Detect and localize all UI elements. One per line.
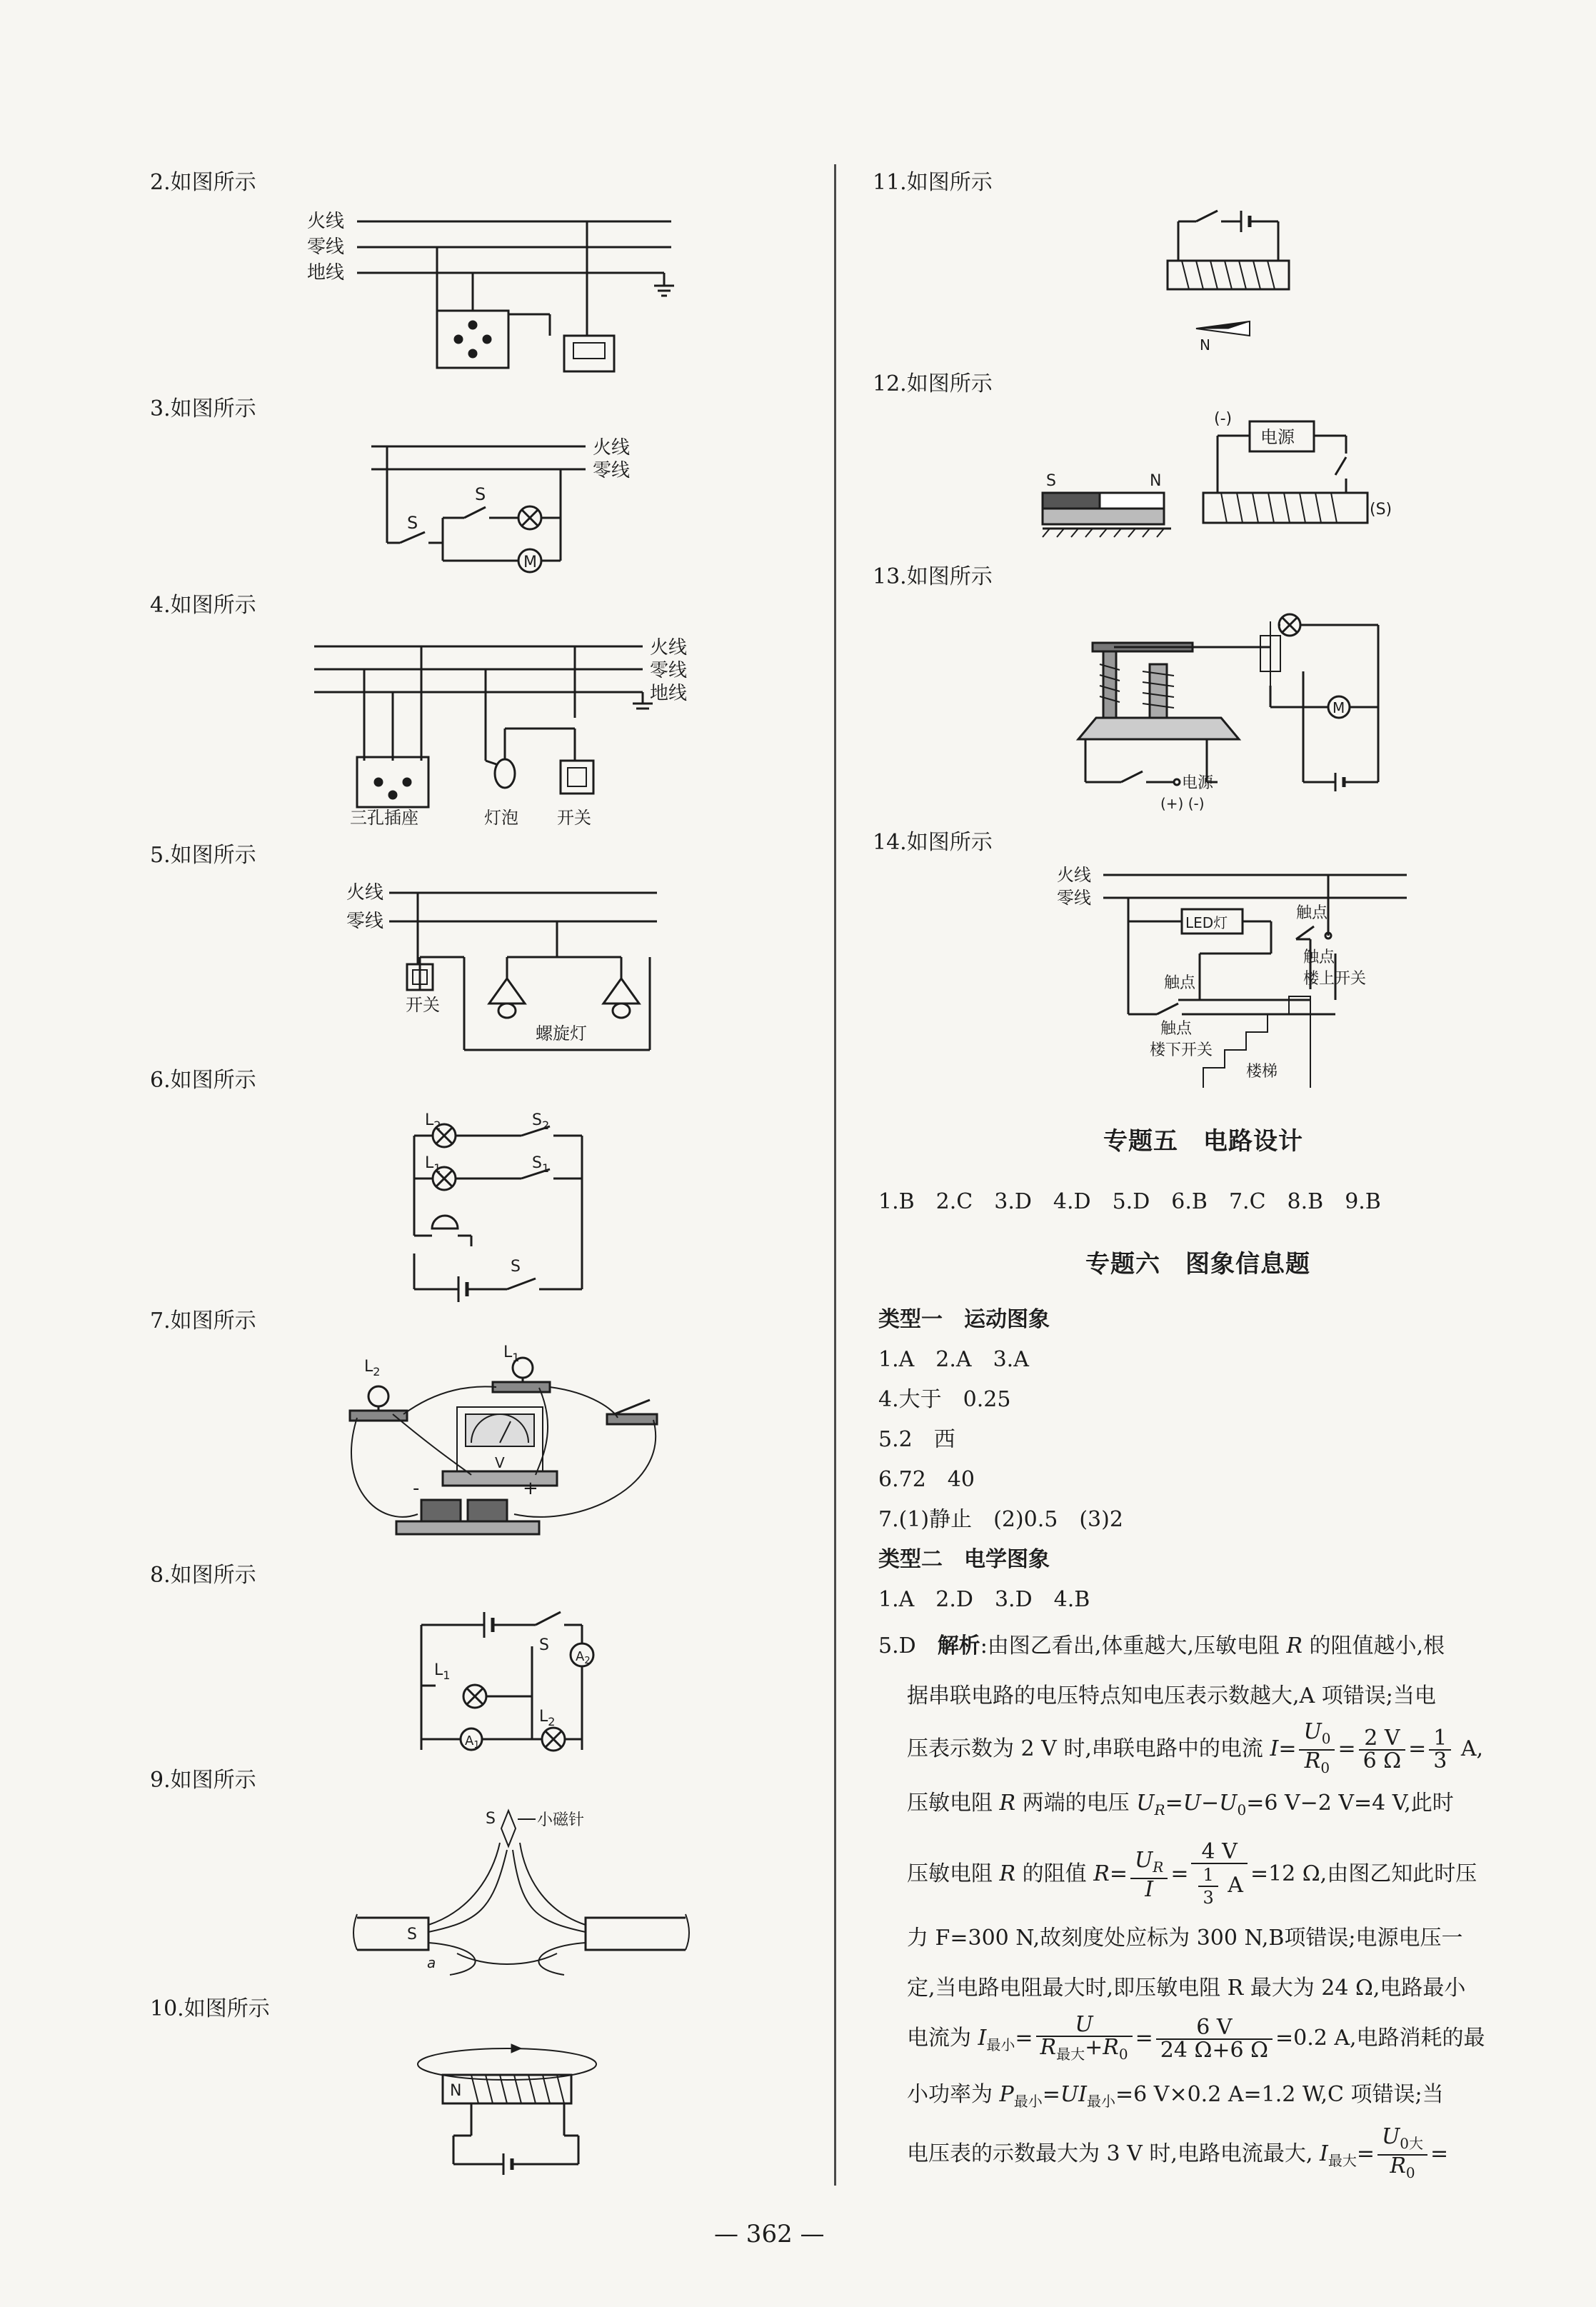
q12-s-label: (S) bbox=[1370, 501, 1392, 519]
q11-figure bbox=[1157, 200, 1300, 353]
page-number: — 362 — bbox=[714, 2220, 825, 2248]
q3-label: 3.如图所示 bbox=[150, 396, 256, 421]
solution-line-2: 据串联电路的电压特点知电压表示数越大,A 项错误;当电 bbox=[907, 1683, 1436, 1708]
q14-contact-upper1: 触点 bbox=[1296, 904, 1328, 922]
q14-led-label: LED灯 bbox=[1185, 914, 1228, 931]
q6-s2-label: $S_2$ bbox=[532, 1111, 550, 1132]
solution-paragraph bbox=[878, 1621, 1564, 2186]
q9-s-label: S bbox=[486, 1810, 496, 1828]
solution-line-3: 压表示数为 2 V 时,串联电路中的电流 I= $\frac{U_0}{R_0}$ = $\frac{2 V}{6 \Omega}$ = $\frac{1}{3}$ A, bbox=[907, 1719, 1484, 1776]
q12-power-label: 电源 bbox=[1260, 427, 1295, 447]
solution-line-4: 压敏电阻 R 两端的电压 $U_R=U-U_0=6$ V−2 V=4 V,此时 bbox=[907, 1791, 1454, 1818]
q8-l1-label: $L_1$ bbox=[434, 1661, 451, 1682]
q5-switch-label: 开关 bbox=[406, 995, 440, 1015]
q14-live-label: 火线 bbox=[1057, 865, 1091, 885]
q12-label: 12.如图所示 bbox=[873, 371, 993, 396]
t1-row: 7.(1)静止 (2)0.5 (3)2 bbox=[878, 1507, 1123, 1532]
solution-line-5: 压敏电阻 R 的阻值 R= $\frac{U_R}{I}$ = 4 V $\frac{1}{3}$ A =12 Ω,由图乙知此时压 bbox=[907, 1839, 1477, 1908]
q8-figure bbox=[400, 1603, 614, 1771]
section6-title: 专题六 图象信息题 bbox=[1085, 1250, 1310, 1278]
q11-label: 11.如图所示 bbox=[873, 170, 993, 195]
q10-label: 10.如图所示 bbox=[150, 1996, 270, 2021]
q10-n-label: N bbox=[450, 2082, 462, 2100]
q6-l1-label: $L_1$ bbox=[425, 1154, 441, 1175]
q14-contact-lower1: 触点 bbox=[1164, 974, 1196, 992]
q2-ground-label: 地线 bbox=[307, 262, 345, 284]
q7-plus-label: + bbox=[523, 1478, 538, 1499]
solution-line-8: 电流为 $I_{最小}=$ $\frac{U}{R_{最大}+R_0}$ = $\frac{6 V}{24 \Omega+6 \Omega}$ =0.2 A,电路消耗的最 bbox=[907, 2011, 1485, 2063]
q3-s1-label: S bbox=[475, 484, 486, 504]
q3-neutral-label: 零线 bbox=[593, 460, 631, 481]
t1-row: 4.大于 0.25 bbox=[878, 1387, 1011, 1412]
q13-power-label: 电源 bbox=[1182, 774, 1214, 792]
q5-figure bbox=[343, 879, 671, 1060]
q8-s-label: S bbox=[539, 1636, 549, 1654]
q3-motor-label: M bbox=[523, 554, 537, 571]
q14-neutral-label: 零线 bbox=[1057, 888, 1091, 908]
q14-downswitch-label: 楼下开关 bbox=[1150, 1041, 1213, 1059]
q14-contact-lower2: 触点 bbox=[1160, 1020, 1193, 1038]
q12-minus-label: (-) bbox=[1214, 410, 1233, 428]
q6-s1-label: $S_1$ bbox=[532, 1154, 550, 1175]
q14-stairs-label: 楼梯 bbox=[1246, 1063, 1278, 1081]
q2-live-label: 火线 bbox=[307, 211, 345, 232]
q2-label: 2.如图所示 bbox=[150, 170, 256, 195]
q5-label: 5.如图所示 bbox=[150, 843, 256, 868]
q5-screwlamp-label: 螺旋灯 bbox=[536, 1024, 587, 1044]
q3-live-label: 火线 bbox=[593, 437, 631, 459]
q3-s-label: S bbox=[407, 513, 418, 533]
q2-figure bbox=[307, 207, 678, 389]
q4-live-label: 火线 bbox=[650, 637, 688, 659]
q11-n-label: N bbox=[1200, 336, 1210, 354]
q4-label: 4.如图所示 bbox=[150, 593, 256, 618]
q5-live-label: 火线 bbox=[346, 882, 384, 904]
q14-figure bbox=[1057, 861, 1428, 1099]
q4-switch-label: 开关 bbox=[557, 808, 591, 828]
q10-figure bbox=[414, 2036, 628, 2181]
q7-label: 7.如图所示 bbox=[150, 1308, 256, 1333]
q9-label: 9.如图所示 bbox=[150, 1768, 256, 1793]
q9-needle-label: 小磁针 bbox=[537, 1811, 585, 1829]
q12-n-pole-label: N bbox=[1150, 472, 1162, 490]
type2-heading: 类型二 电学图象 bbox=[878, 1547, 1050, 1572]
q6-label: 6.如图所示 bbox=[150, 1068, 256, 1093]
q7-l2-label: $L_2$ bbox=[364, 1358, 381, 1378]
q6-l2-label: $L_2$ bbox=[425, 1111, 441, 1132]
q9-s-pole-label: S bbox=[407, 1926, 417, 1943]
q9-a-point-label: a bbox=[427, 1954, 436, 1971]
q7-minus-label: - bbox=[413, 1478, 420, 1499]
q6-s-label: S bbox=[511, 1258, 521, 1276]
section5-answers bbox=[878, 1182, 1381, 1222]
q7-figure bbox=[336, 1343, 693, 1560]
q8-l2-label: $L_2$ bbox=[539, 1708, 556, 1728]
t1-row: 6.72 40 bbox=[878, 1467, 975, 1492]
q13-motor-label: M bbox=[1332, 699, 1345, 716]
q8-a1-label: $A_1$ bbox=[465, 1733, 480, 1751]
q14-upswitch-label: 楼上开关 bbox=[1303, 970, 1367, 988]
q8-label: 8.如图所示 bbox=[150, 1563, 256, 1588]
column-divider bbox=[834, 164, 836, 2186]
q6-figure bbox=[400, 1111, 614, 1299]
solution-line-9: 小功率为 $P_{最小}=UI_{最小}=6$ V×0.2 A=1.2 W,C 项错误;当 bbox=[907, 2082, 1444, 2110]
q7-l1-label: $L_1$ bbox=[503, 1343, 520, 1364]
q4-figure bbox=[307, 632, 707, 828]
q3-figure bbox=[357, 432, 657, 578]
type1-heading: 类型一 运动图象 bbox=[878, 1307, 1050, 1332]
section5-title: 专题五 电路设计 bbox=[1103, 1127, 1303, 1156]
q4-bulb-label: 灯泡 bbox=[484, 808, 518, 828]
q2-neutral-label: 零线 bbox=[307, 236, 345, 258]
q8-a2-label: $A_2$ bbox=[576, 1649, 591, 1666]
q13-label: 13.如图所示 bbox=[873, 564, 993, 589]
q4-socket-label: 三孔插座 bbox=[350, 808, 418, 828]
solution-line-7: 定,当电路电阻最大时,即压敏电阻 R 最大为 24 Ω,电路最小 bbox=[907, 1976, 1466, 2001]
section6-answers bbox=[878, 1300, 1123, 1620]
q9-figure bbox=[350, 1803, 693, 1978]
q4-ground-label: 地线 bbox=[650, 683, 688, 704]
q12-figure bbox=[1043, 404, 1442, 549]
section5-answer-row: 1.B 2.C 3.D 4.D 5.D 6.B 7.C 8.B 9.B bbox=[878, 1189, 1381, 1214]
solution-line-10: 电压表的示数最大为 3 V 时,电路电流最大, $I_{最大}=$ $\frac{U_{0大}}{R_0}$ = bbox=[907, 2124, 1449, 2181]
q4-neutral-label: 零线 bbox=[650, 660, 688, 681]
q13-figure bbox=[1064, 600, 1392, 817]
t1-row: 1.A 2.A 3.A bbox=[878, 1347, 1029, 1372]
t1-row: 5.2 西 bbox=[878, 1427, 955, 1452]
q5-neutral-label: 零线 bbox=[346, 911, 384, 932]
t2-row: 1.A 2.D 3.D 4.B bbox=[878, 1587, 1090, 1612]
solution-line-1: 5.D 解析:由图乙看出,体重越大,压敏电阻 R 的阻值越小,根 bbox=[878, 1633, 1445, 1658]
q7-voltmeter-label: V bbox=[495, 1454, 505, 1471]
q14-contact-upper2: 触点 bbox=[1303, 949, 1335, 966]
q14-label: 14.如图所示 bbox=[873, 830, 993, 855]
q13-pm-label: (+) (-) bbox=[1160, 795, 1205, 812]
q12-s-pole-label: S bbox=[1046, 472, 1056, 490]
solution-line-6: 力 F=300 N,故刻度处应标为 300 N,B项错误;电源电压一 bbox=[907, 1926, 1463, 1951]
